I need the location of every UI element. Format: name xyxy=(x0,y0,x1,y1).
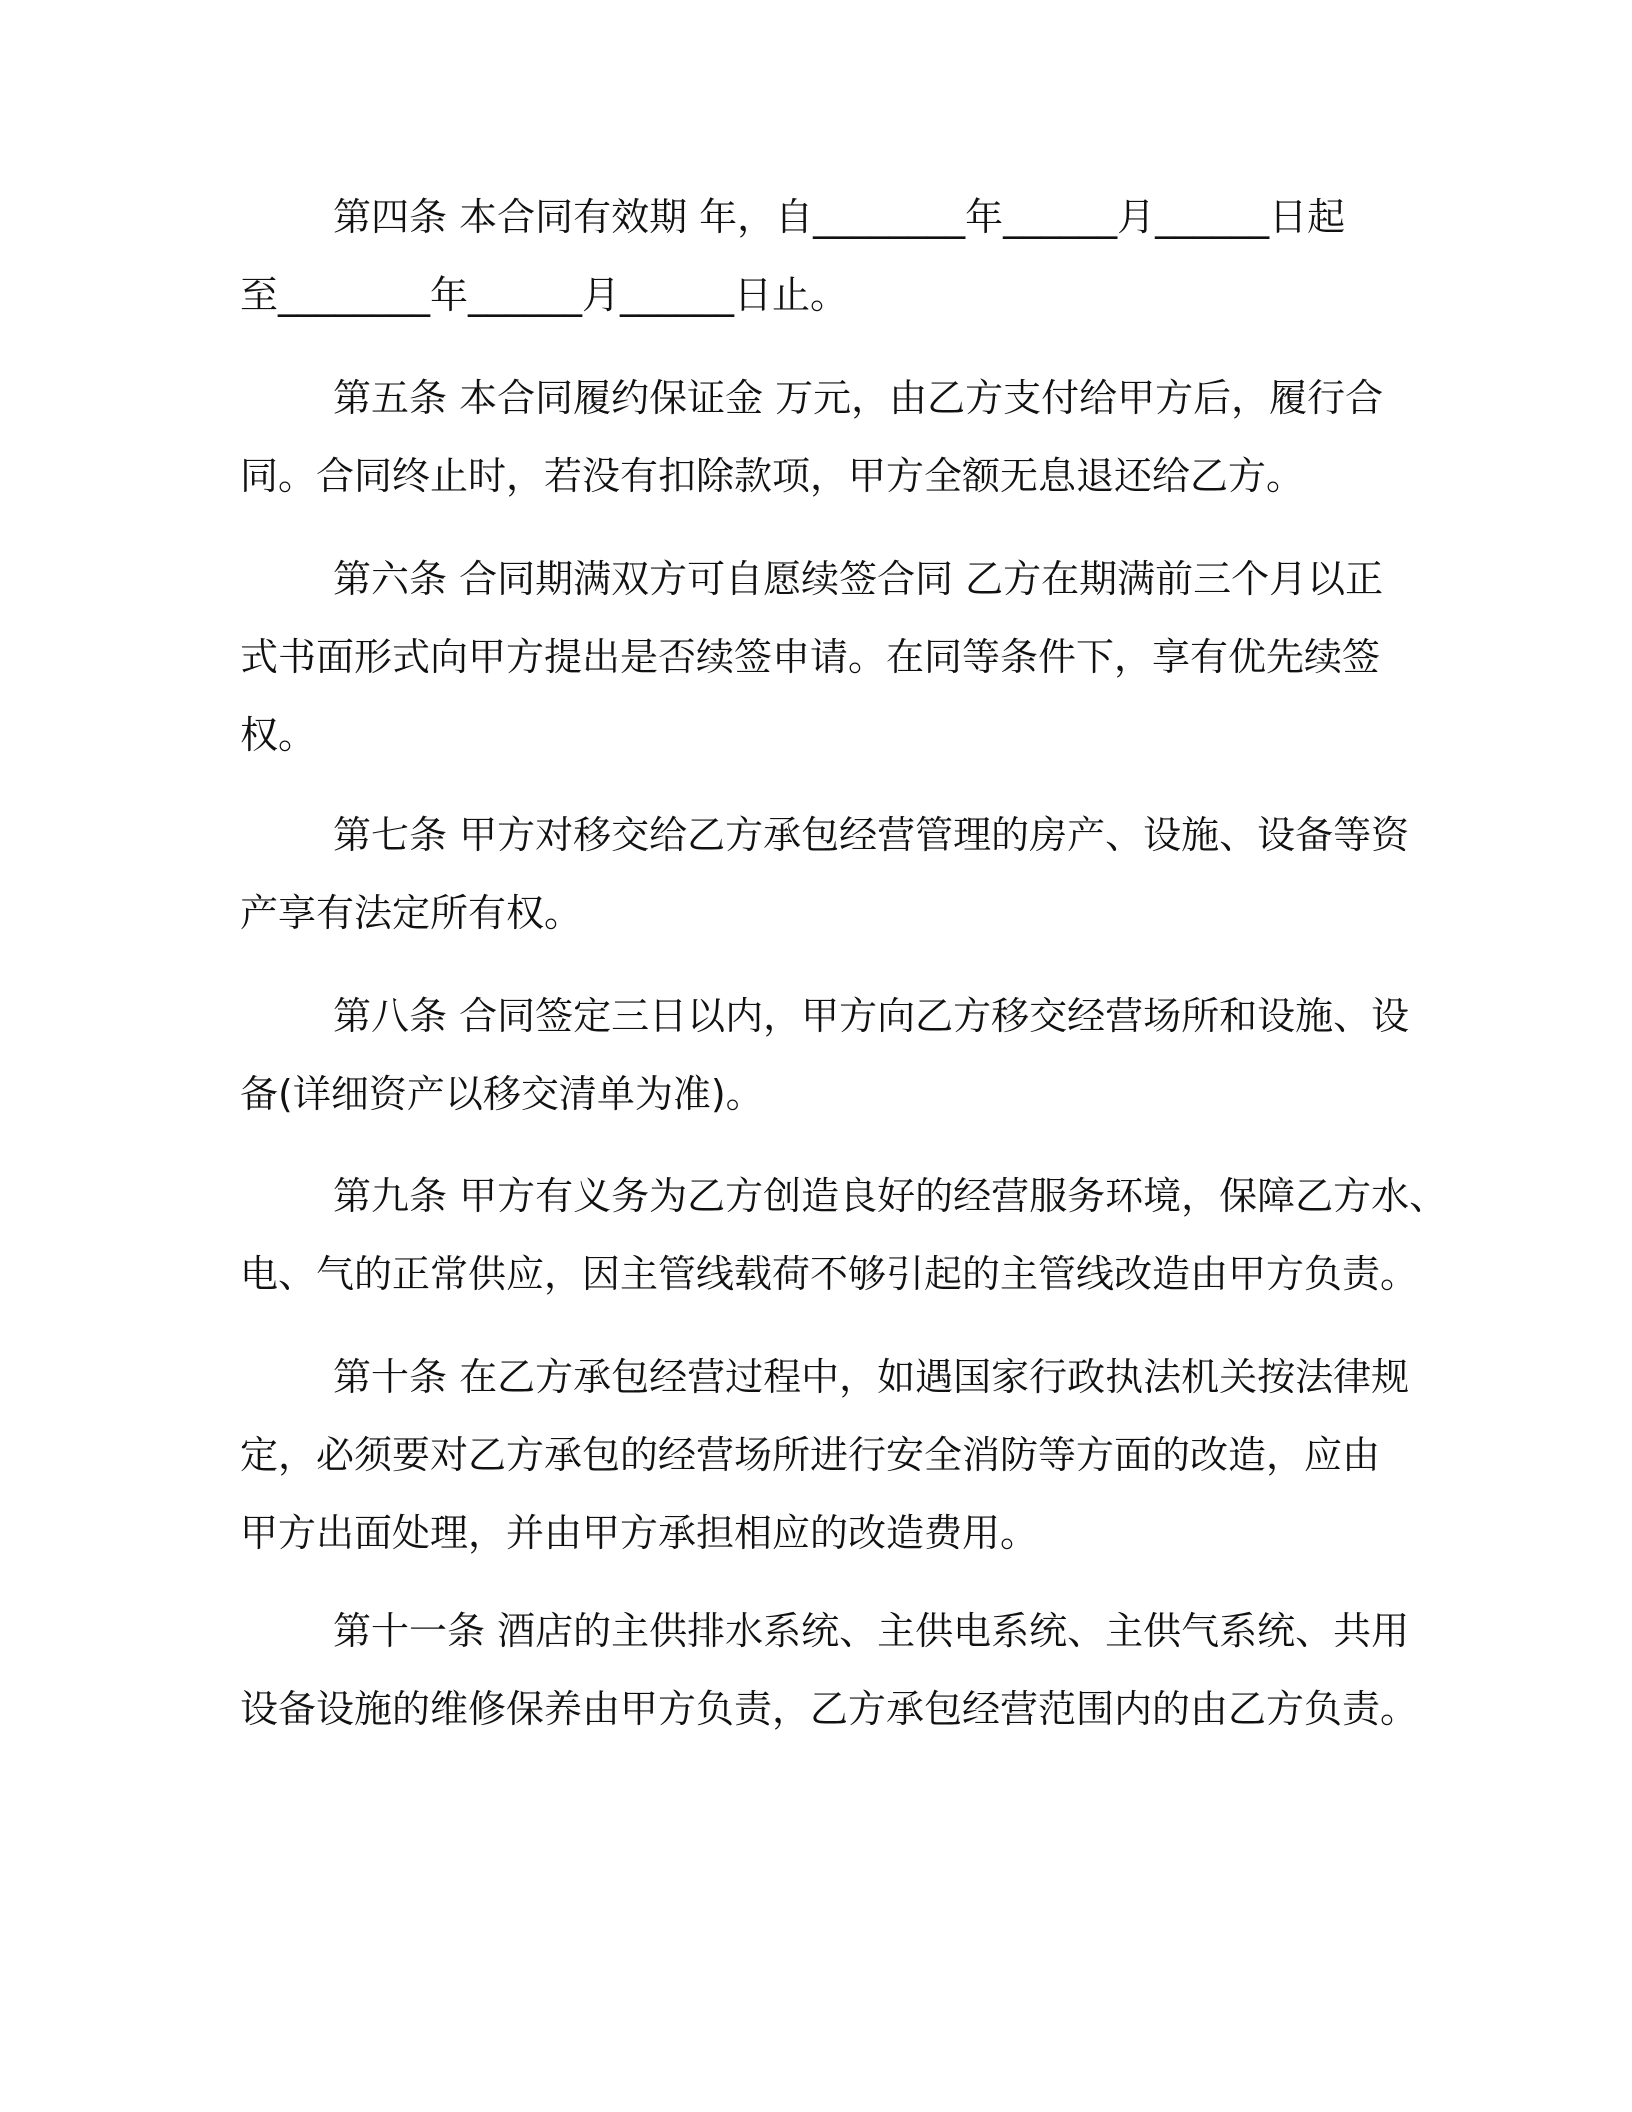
clause-11 xyxy=(240,1592,1420,1748)
clause-line: 定，必须要对乙方承包的经营场所进行安全消防等方面的改造，应由 xyxy=(240,1433,1381,1477)
clause-line: 电、气的正常供应，因主管线载荷不够引起的主管线改造由甲方负责。 xyxy=(240,1252,1419,1296)
clause-line: 第六条 合同期满双方可自愿续签合同 乙方在期满前三个月以正 xyxy=(333,557,1384,601)
clause-line: 第九条 甲方有义务为乙方创造良好的经营服务环境，保障乙方水、 xyxy=(333,1174,1448,1218)
clause-line: 第八条 合同签定三日以内，甲方向乙方移交经营场所和设施、设 xyxy=(333,994,1410,1038)
clause-line: 第四条 本合同有效期 年，自________年______月______日起 xyxy=(333,195,1346,239)
clause-line: 式书面形式向甲方提出是否续签申请。在同等条件下，享有优先续签 xyxy=(240,635,1381,679)
clause-7 xyxy=(240,796,1420,952)
clause-line: 第十一条 酒店的主供排水系统、主供电系统、主供气系统、共用 xyxy=(333,1609,1410,1653)
clause-line: 同。合同终止时，若没有扣除款项，甲方全额无息退还给乙方。 xyxy=(240,454,1305,498)
clause-8 xyxy=(240,977,1420,1133)
clause-line: 权。 xyxy=(240,713,317,757)
clause-line: 第十条 在乙方承包经营过程中，如遇国家行政执法机关按法律规 xyxy=(333,1355,1410,1399)
clause-line: 至________年______月______日止。 xyxy=(240,273,849,317)
clause-4 xyxy=(240,178,1420,334)
clause-9 xyxy=(240,1157,1448,1313)
clause-line: 第五条 本合同履约保证金 万元，由乙方支付给甲方后，履行合 xyxy=(333,376,1384,420)
clause-line: 甲方出面处理，并由甲方承担相应的改造费用。 xyxy=(240,1511,1039,1555)
clause-line: 第七条 甲方对移交给乙方承包经营管理的房产、设施、设备等资 xyxy=(333,813,1410,857)
clause-6 xyxy=(240,540,1420,774)
clause-line: 备(详细资产以移交清单为准)。 xyxy=(240,1072,764,1116)
clause-line: 设备设施的维修保养由甲方负责，乙方承包经营范围内的由乙方负责。 xyxy=(240,1687,1419,1731)
clause-10 xyxy=(240,1338,1420,1572)
clause-5 xyxy=(240,359,1420,515)
clause-line: 产享有法定所有权。 xyxy=(240,891,583,935)
